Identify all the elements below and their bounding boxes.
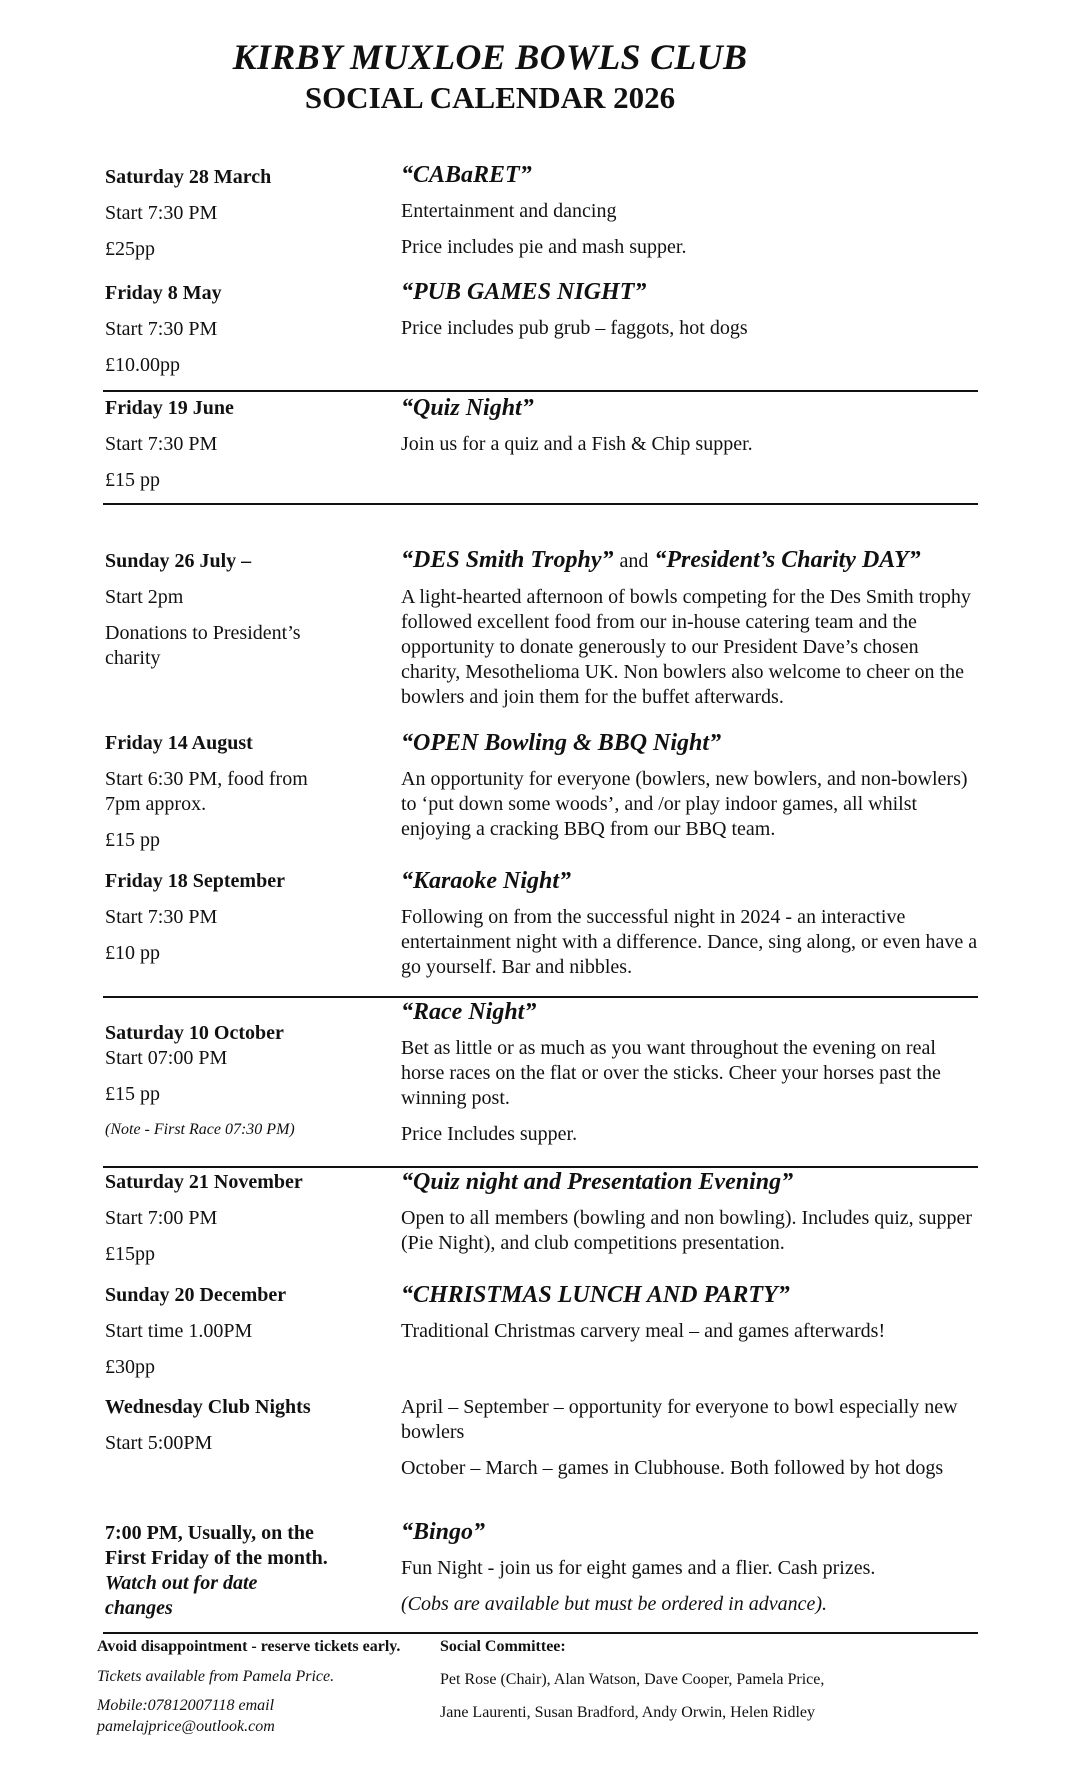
event-title-connector: and [619, 550, 649, 572]
event-title: “PUB GAMES NIGHT” [401, 279, 647, 305]
event-date: Saturday 10 October [105, 1022, 284, 1044]
event-note: (Note - First Race 07:30 PM) [105, 1121, 295, 1138]
event-date: Wednesday Club Nights [105, 1396, 311, 1418]
event-description: Open to all members (bowling and non bowling). Includes quiz, supper (Pie Night), and club competitions presentation. [401, 1207, 972, 1254]
event-description: Fun Night - join us for eight games and a flier. Cash prizes. [401, 1557, 876, 1579]
event-title: “Bingo” [401, 1519, 486, 1545]
event-date-note: Watch out for date changes [105, 1572, 258, 1619]
event-description: Price includes pub grub – faggots, hot dogs [401, 317, 748, 339]
event-description: April – September – opportunity for everyone to bowl especially new bowlers [401, 1396, 958, 1443]
event-price: £25pp [105, 238, 155, 260]
event-date: Saturday 21 November [105, 1171, 303, 1193]
event-price: £15 pp [105, 829, 160, 851]
event-start: Start 7:30 PM [105, 433, 218, 455]
event-description: Traditional Christmas carvery meal – and games afterwards! [401, 1320, 886, 1342]
event-description: Join us for a quiz and a Fish & Chip supper. [401, 433, 753, 455]
event-title: “Quiz Night” [401, 395, 534, 421]
event-date: Sunday 20 December [105, 1284, 287, 1306]
event-price: £15pp [105, 1243, 155, 1265]
committee-label: Social Committee: [440, 1638, 566, 1655]
event-title: “Karaoke Night” [401, 868, 572, 894]
event-start: Start 7:30 PM [105, 202, 218, 224]
reserve-note: Avoid disappointment - reserve tickets early. [97, 1638, 401, 1655]
tickets-note: Tickets available from Pamela Price. [97, 1668, 335, 1685]
event-date: Saturday 28 March [105, 166, 272, 188]
event-price: £15 pp [105, 1083, 160, 1105]
event-price: £30pp [105, 1356, 155, 1378]
event-start: Start 07:00 PM [105, 1047, 228, 1069]
event-title: “CABaRET” [401, 162, 532, 188]
page-subtitle: SOCIAL CALENDAR 2026 [304, 80, 676, 115]
event-start: Start 6:30 PM, food from 7pm approx. [105, 768, 308, 815]
event-date: 7:00 PM, Usually, on the First Friday of the month. [105, 1522, 328, 1569]
event-description: Bet as little or as much as you want throughout the evening on real horse races on the flat or over the sticks. Cheer your horses past the winning post. [401, 1037, 941, 1109]
event-price: £15 pp [105, 469, 160, 491]
event-price: £10.00pp [105, 354, 180, 376]
event-description: Price includes pie and mash supper. [401, 236, 687, 258]
divider [103, 390, 978, 392]
contact-info: Mobile:07812007118 email pamelajprice@outlook.com [97, 1697, 275, 1735]
event-date: Friday 8 May [105, 282, 222, 304]
event-price: £10 pp [105, 942, 160, 964]
event-start: Start time 1.00PM [105, 1320, 253, 1342]
committee-members: Jane Laurenti, Susan Bradford, Andy Orwin, Helen Ridley [440, 1704, 816, 1721]
social-committee [440, 1636, 960, 1723]
booking-info [97, 1636, 401, 1737]
event-description: (Cobs are available but must be ordered in advance). [401, 1593, 828, 1615]
event-start: Start 7:00 PM [105, 1207, 218, 1229]
event-description: Following on from the successful night in 2024 - an interactive entertainment night with a difference. Dance, sing along, or even have a go yourself. Bar and nibbles. [401, 906, 978, 978]
event-title: “Quiz night and Presentation Evening” [401, 1169, 794, 1195]
event-start: Start 2pm [105, 586, 184, 608]
event-description: October – March – games in Clubhouse. Both followed by hot dogs [401, 1457, 944, 1479]
event-price: Donations to President’s charity [105, 622, 301, 669]
event-description: Entertainment and dancing [401, 200, 617, 222]
event-date: Sunday 26 July – [105, 550, 252, 572]
event-title: “OPEN Bowling & BBQ Night” [401, 730, 722, 756]
divider [103, 503, 978, 505]
event-date: Friday 19 June [105, 397, 234, 419]
event-title: “CHRISTMAS LUNCH AND PARTY” [401, 1282, 790, 1308]
event-start: Start 7:30 PM [105, 318, 218, 340]
event-date: Friday 14 August [105, 732, 253, 754]
event-description: A light-hearted afternoon of bowls competing for the Des Smith trophy followed excellent food from our in-house catering team and the opportunity to donate generously to our President Dave’s chosen charity, Mesothelioma UK. Non bowlers also welcome to cheer on the bowlers and join them for the buffet afterwards. [401, 586, 971, 708]
event-description: Price Includes supper. [401, 1123, 578, 1145]
event-start: Start 7:30 PM [105, 906, 218, 928]
event-title: “Race Night” [401, 999, 537, 1025]
committee-members: Pet Rose (Chair), Alan Watson, Dave Cooper, Pamela Price, [440, 1671, 825, 1688]
divider [103, 1632, 978, 1634]
event-start: Start 5:00PM [105, 1432, 213, 1454]
event-title-part: “DES Smith Trophy” [401, 547, 614, 573]
event-date: Friday 18 September [105, 870, 285, 892]
event-title-part: “President’s Charity DAY” [654, 547, 921, 573]
event-title [401, 545, 981, 576]
event-description: An opportunity for everyone (bowlers, new bowlers, and non-bowlers) to ‘put down some woods’, and /or play indoor games, all whilst enjoying a cracking BBQ from our BBQ team. [401, 768, 968, 840]
page-title: KIRBY MUXLOE BOWLS CLUB [232, 37, 748, 77]
